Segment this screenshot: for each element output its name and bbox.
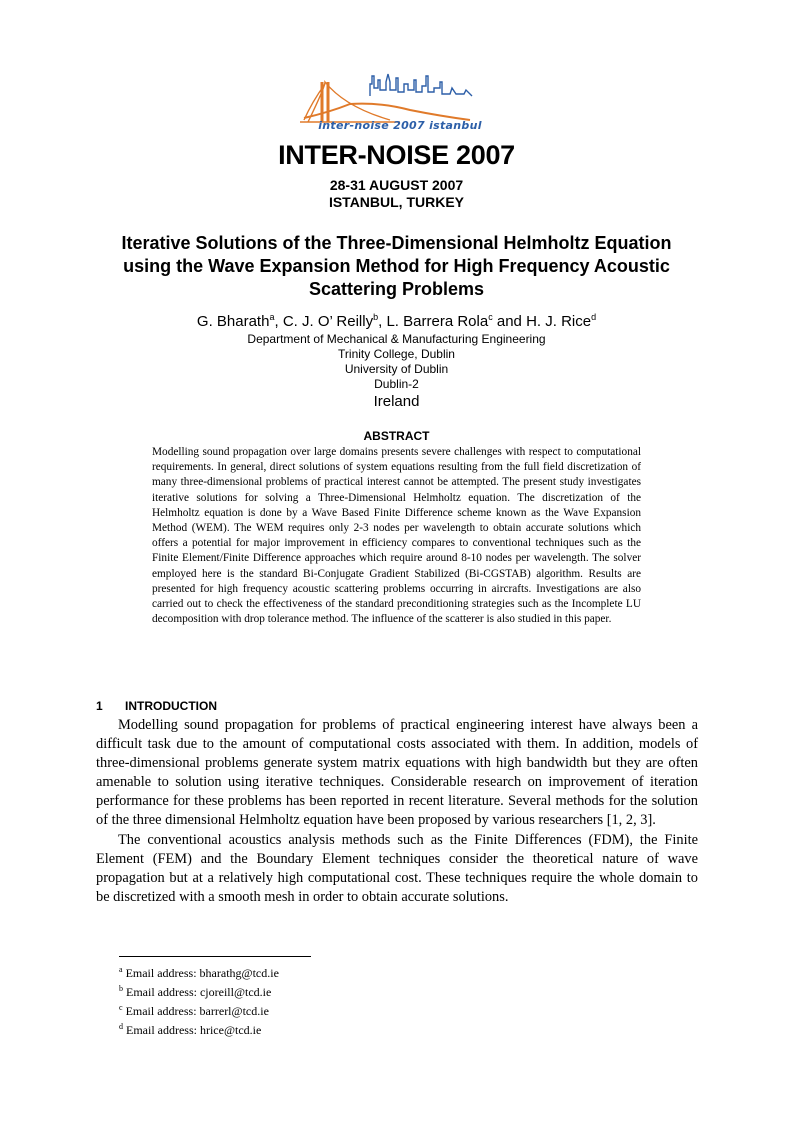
author-name: C. J. O’ Reilly <box>282 313 374 330</box>
author-mark: c <box>488 312 493 322</box>
author-mark: d <box>591 312 597 322</box>
title-line: Scattering Problems <box>308 279 485 299</box>
affiliation-city: Dublin-2 <box>374 377 419 391</box>
affiliation-college: Trinity College, Dublin <box>338 347 455 361</box>
footnote <box>119 981 279 1000</box>
conference-dates: 28-31 AUGUST 2007 <box>329 177 464 193</box>
abstract-text: Modelling sound propagation over large domains presents severe challenges with respect to computational requirements. In general, direct solutions of system equations resulting from the full field discretization of many three-dimensional problems of practical interest cannot be attempted. The present study investigates iterative solutions for solving a Three-Dimensional Helmholtz equation. The discretization of the Helmholtz equation is done by a Wave Based Finite Difference scheme known as the Wave Expansion Method (WEM). The WEM requires only 2-3 nodes per wavelength to obtain accurate solutions which offers a potential for major improvement in efficiency compares to conventional techniques such as the Finite Element/Finite Difference approaches which require around 8-10 nodes per wavelength. The solver employed here is the standard Bi-Conjugate Gradient Stabilized (Bi-CGSTAB) algorithm. Results are presented for high frequency acoustic scattering problems occurring in aircrafts. Investigations are also carried out to check the effectiveness of the standard preconditioning strategies such as the Incomplete LU decomposition with drop tolerance method. The influence of the scatterer is also studied in this paper. <box>152 446 641 626</box>
logo-caption: inter-noise 2007 istanbul <box>318 119 482 132</box>
paper-title <box>100 232 693 301</box>
footnote-text: Email address: cjoreill@tcd.ie <box>126 985 272 999</box>
conference-title: INTER-NOISE 2007 <box>278 140 515 170</box>
body-paragraph: The conventional acoustics analysis methods such as the Finite Differences (FDM), the Finite Element (FEM) and the Boundary Element techniques consider the theoretical nature of wave propagation but at a relatively high computational cost. These techniques require the whole domain to be discretized with a smooth mesh in order to obtain accurate solutions. <box>96 831 698 905</box>
footnote-rule <box>119 956 311 957</box>
footnote-text: Email address: barrerl@tcd.ie <box>125 1004 269 1018</box>
author-separator: , <box>378 313 387 330</box>
istanbul-skyline-icon <box>370 74 472 96</box>
abstract-heading: ABSTRACT <box>363 429 430 443</box>
footnote-mark: a <box>119 965 123 974</box>
title-line: using the Wave Expansion Method for High Frequency Acoustic <box>123 256 670 276</box>
author-separator: , <box>274 313 283 330</box>
section-number: 1 <box>96 699 103 713</box>
affiliation-university: University of Dublin <box>344 362 449 376</box>
section-body <box>96 716 698 907</box>
affiliation-country: Ireland <box>373 393 420 410</box>
footnote <box>119 1000 279 1019</box>
author-mark: b <box>373 312 379 322</box>
body-paragraph: Modelling sound propagation for problems of practical engineering interest have always been a difficult task due to the amount of computational costs associated with them. In addition, models of three-dimensional problems generate system matrix equations with high bandwidth but they are often amenable to solution using iterative techniques. Considerable research on improvement of iteration performance for these problems has been reported in recent literature. Several methods for the solution of the three dimensional Helmholtz equation have been proposed by various researchers [1, 2, 3]. <box>96 717 698 829</box>
footnote-mark: c <box>119 1003 123 1012</box>
affiliation-department: Department of Mechanical & Manufacturing Engineering <box>247 332 546 346</box>
author-name: H. J. Rice <box>526 313 592 330</box>
bridge-icon <box>300 82 470 122</box>
footnote-text: Email address: hrice@tcd.ie <box>126 1023 262 1037</box>
author-list <box>0 312 793 330</box>
author-separator: and <box>492 313 527 330</box>
conference-location: ISTANBUL, TURKEY <box>328 194 465 210</box>
author-mark: a <box>269 312 275 322</box>
footnote <box>119 962 279 981</box>
title-line: Iterative Solutions of the Three-Dimensional Helmholtz Equation <box>121 233 672 253</box>
section-title: INTRODUCTION <box>125 699 217 713</box>
author-name: L. Barrera Rola <box>386 313 489 330</box>
footnote-mark: d <box>119 1022 123 1031</box>
footnote <box>119 1019 279 1038</box>
section-heading <box>96 699 217 713</box>
footnote-text: Email address: bharathg@tcd.ie <box>125 966 279 980</box>
footnote-mark: b <box>119 984 123 993</box>
footnotes <box>119 962 279 1038</box>
author-name: G. Bharath <box>196 313 270 330</box>
